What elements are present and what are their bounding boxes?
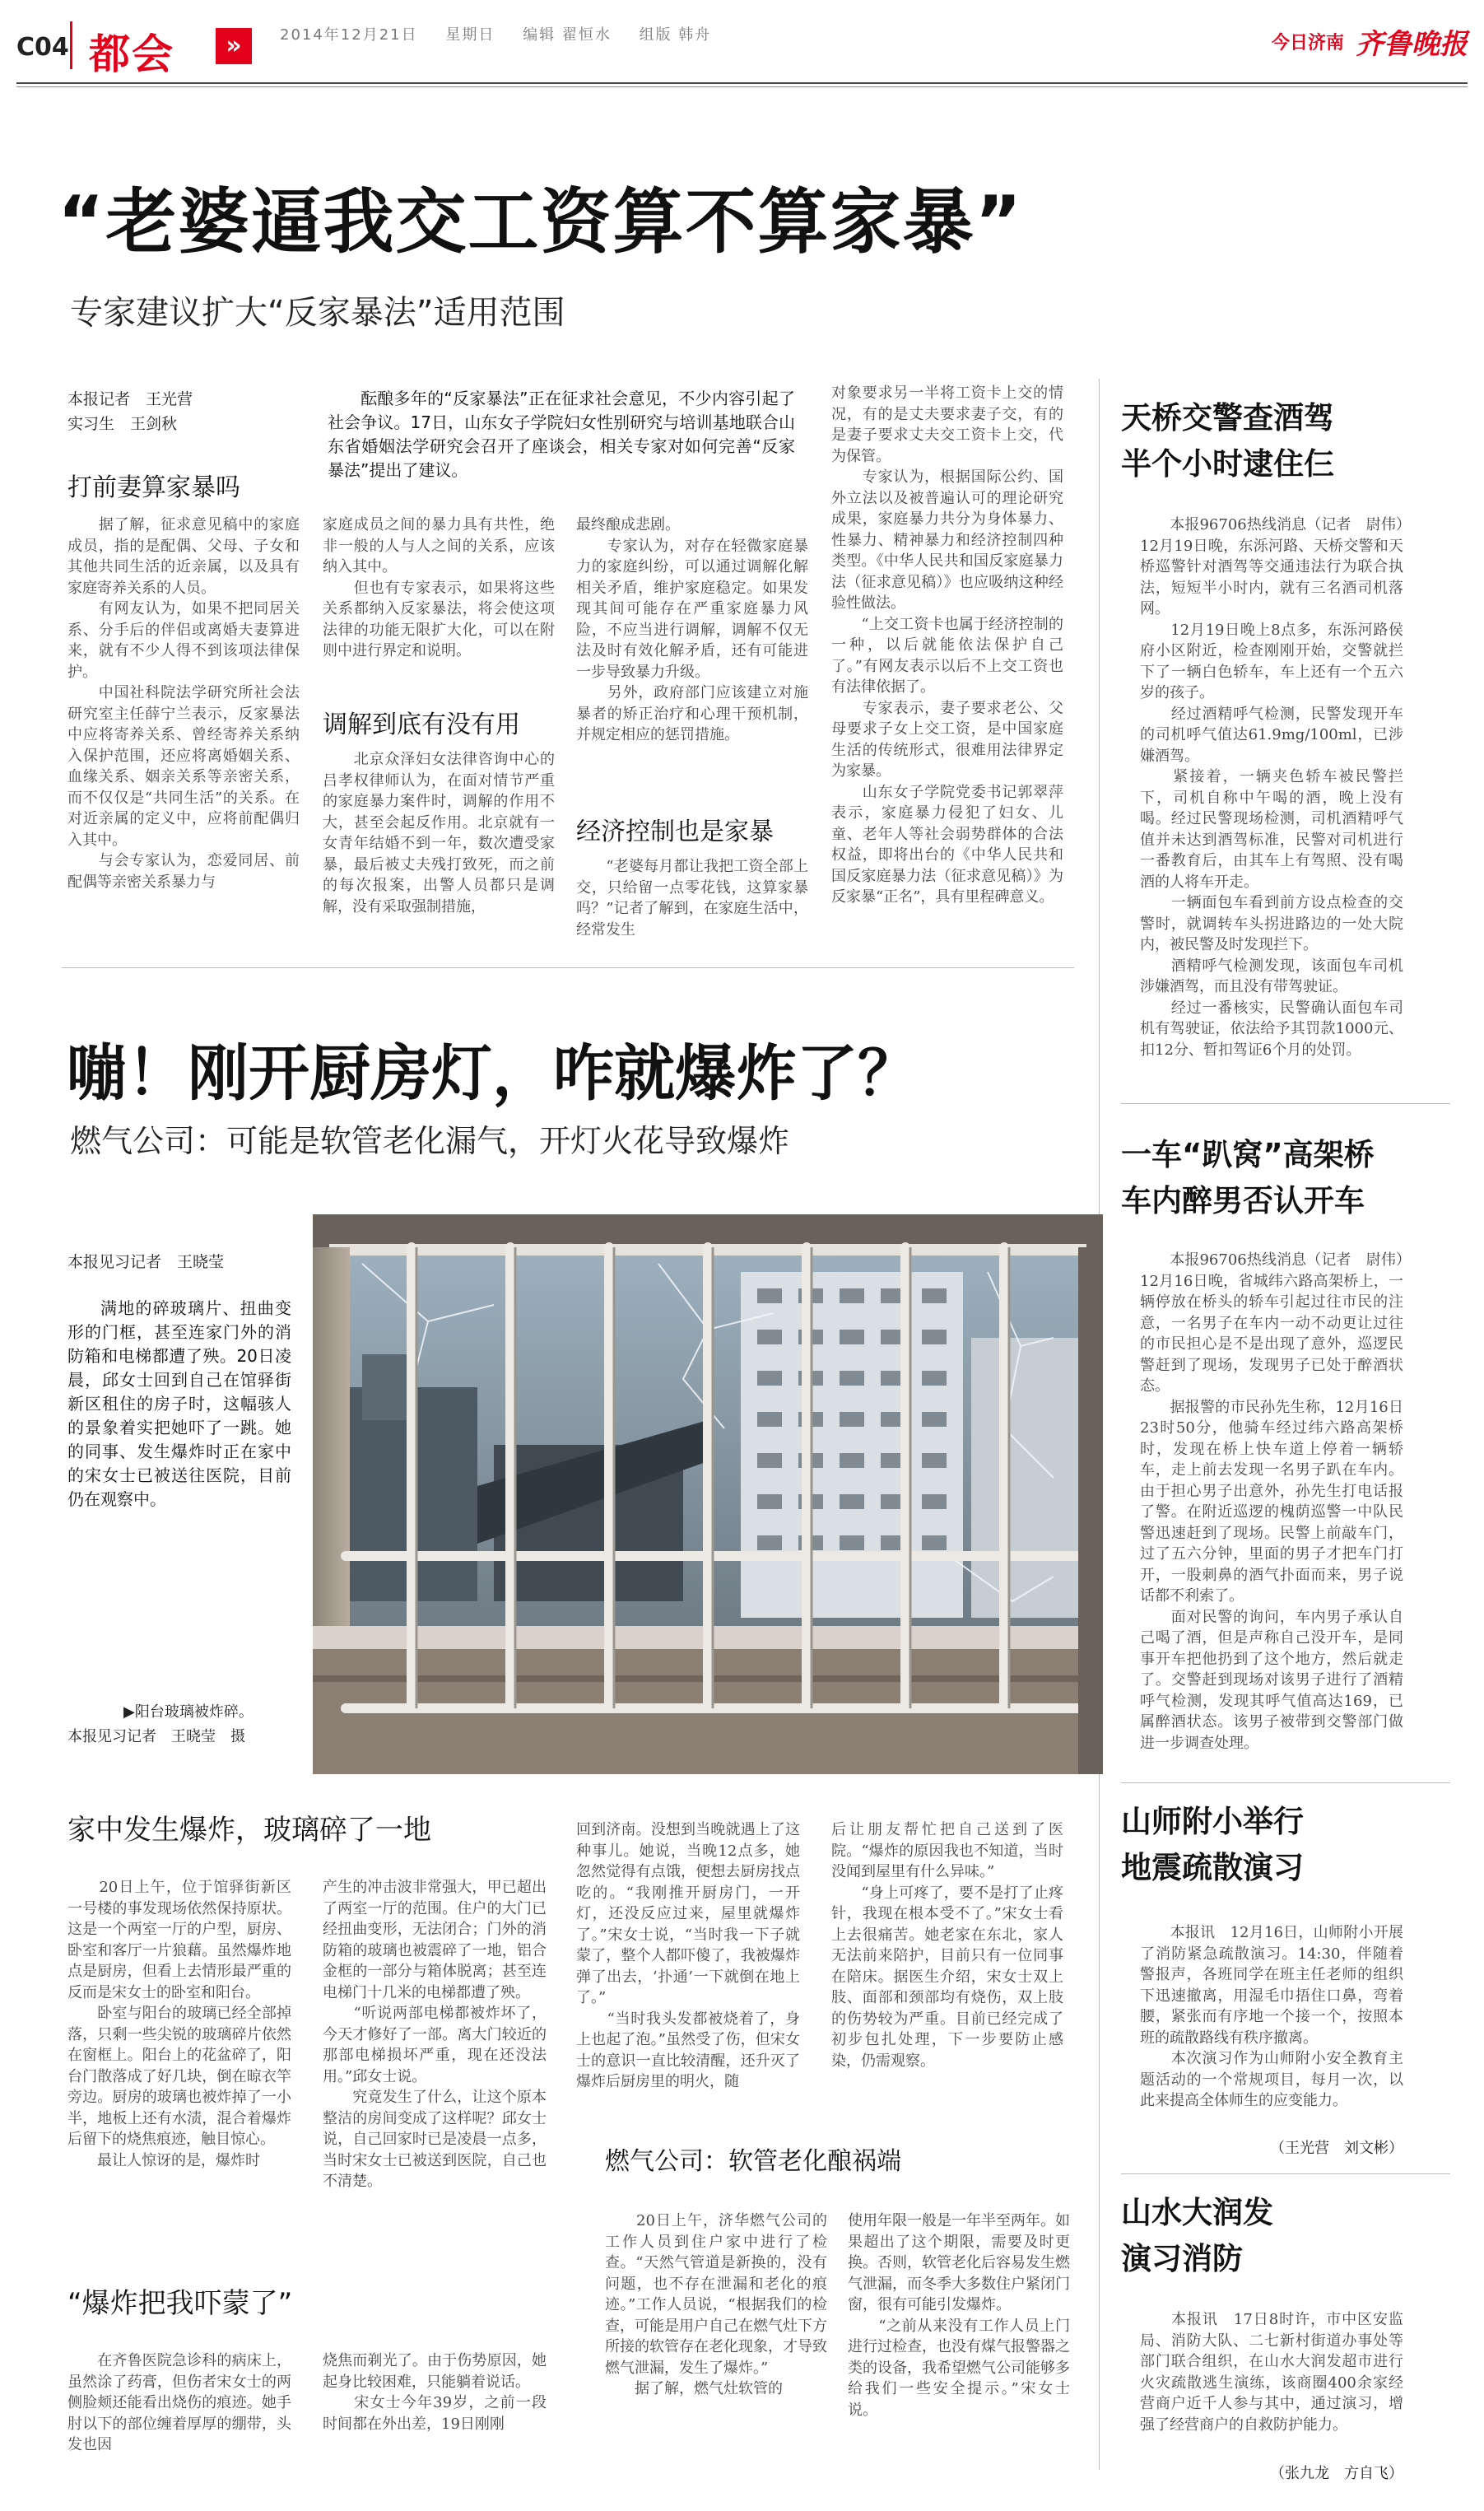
lead-headline: “老婆逼我交工资算不算家暴”	[58, 181, 1024, 263]
brief-divider-2	[1121, 1782, 1450, 1783]
balcony-photo	[313, 1214, 1103, 1774]
brief-3-title-line-2: 地震疏散演习	[1121, 1850, 1304, 1885]
brief-4-credit: （张九龙 方自飞）	[1270, 2465, 1403, 2482]
lead-byline-reporter: 本报记者 王光营	[67, 390, 193, 408]
brief-3-credit: （王光营 刘文彬）	[1270, 2140, 1403, 2157]
brief-1-title-line-2: 半个小时逮住仨	[1121, 446, 1334, 482]
story2-col-2: 产生的冲击波非常强大，甲已超出了两室一厅的范围。住户的大门已经扭曲变形，无法闭合；门外的消防箱的玻璃也被震碎了一地，铝合金框的一部分与箱体脱离；甚至连电梯门十几米的电梯都遭了殃。 “听说两部电梯都被炸坏了，今天才修好了一部。离大门较近的那部电梯损坏严重，现在还没法用。”邱女士说。 究竟发生了什么，让这个原本整洁的房间变成了这样呢？邱女士说，自己回家时已是凌晨一点多，当时宋女士已被送到医院，自己也不清楚。	[323, 1879, 547, 2190]
paper-logo: 齐鲁晚报	[1356, 28, 1468, 61]
brief-2-body: 本报96706热线消息（记者 尉伟） 12月16日晚，省城纬六路高架桥上，一辆停放在桥头的轿车引起过往市民的注意，一名男子在车内一动不动更让过往的市民担心是不是出现了意外，巡逻民警赶到了现场，发现男子已处于醉酒状态。 据报警的市民孙先生称，12月16日23时50分，他骑车经过纬六路高架桥时，发现在桥上快车道上停着一辆轿车，走上前去发现一名男子趴在车内。由于担心男子出意外，孙先生打电话报了警。在附近巡逻的槐荫巡警一中队民警迅速赶到了现场。民警上前敲车门，过了五六分钟，里面的男子才把车门打开，一股刺鼻的酒气扑面而来，男子说话都不利索了。 面对民警的询问，车内男子承认自己喝了酒，但是声称自己没开车，是同事开车把他扔到了这个地方，然后就走了。交警赶到现场对该男子进行了酒精呼气检测，发现其呼气值高达169，已属醉酒状态。该男子被带到交警部门做进一步调查处理。	[1140, 1251, 1403, 1752]
lead-col-4: 对象要求另一半将工资卡上交的情况，有的是丈夫要求妻子交，有的是妻子要求丈夫交工资卡上交，代为保管。 专家认为，根据国际公约、国外立法以及被普遍认可的理论研究成果，家庭暴力共分为身体暴力、性暴力、精神暴力和经济控制四种类型。《中华人民共和国反家庭暴力法（征求意见稿）》也应吸纳这种经验性做法。 “上交工资卡也属于经济控制的一种，以后就能依法保护自己了。”有网友表示以后不上交工资也有法律依据了。 专家表示，妻子要求老公、父母要求子女上交工资，是中国家庭生活的传统形式，很难用法律界定为家暴。 山东女子学院党委书记郭翠萍表示，家庭暴力侵犯了妇女、儿童、老年人等社会弱势群体的合法权益，即将出台的《中华人民共和国反家庭暴力法（征求意见稿）》为反家暴“正名”，具有里程碑意义。	[831, 384, 1063, 906]
story2-col-4b: 使用年限一般是一年半至两年。如果超出了这个期限，需要及时更换。否则，软管老化后容易发生燃气泄漏，而冬季大多数住户紧闭门窗，很有可能引发爆炸。 “之前从来没有工作人员上门进行过检查，也没有煤气报警器之类的设备，我希望燃气公司能够多给我们一些安全提示。”宋女士说。	[848, 2212, 1070, 2419]
section-arrow-icon: »	[216, 28, 252, 64]
page-number: C04	[16, 33, 69, 62]
editor-credit: 编辑 翟恒水	[523, 26, 612, 44]
story2-byline: 本报见习记者 王晓莹	[67, 1253, 225, 1271]
story2-subhead-3: 燃气公司：软管老化酿祸端	[605, 2147, 901, 2176]
story2-col-4: 后让朋友帮忙把自己送到了医院。“爆炸的原因我也不知道，当时没闻到屋里有什么异味。” “身上可疼了，要不是打了止疼针，我现在根本受不了。”宋女士看上去很痛苦。她老家在东北，家人无法前来陪护，目前只有一位同事在陪床。据医生介绍，宋女士双上肢、面部和颈部均有烧伤，双上肢的伤势较为严重。目前已经完成了初步包扎处理，下一步要防止感染，仍需观察。	[831, 1821, 1063, 2070]
today-label: 今日济南	[1271, 33, 1344, 54]
photo-caption: ▶阳台玻璃被炸碎。	[123, 1703, 254, 1721]
brief-3-title-line-1: 山师附小举行	[1121, 1804, 1304, 1839]
photo-credit: 本报见习记者 王晓莹 摄	[67, 1728, 245, 1745]
paper-brand	[1272, 21, 1468, 62]
lead-col-3b: “老婆每月都让我把工资全部上交，只给留一点零花钱，这算家暴吗？”记者了解到，在家庭生活中，经常发生	[576, 858, 808, 939]
header-rule	[16, 82, 1468, 84]
brief-divider-3	[1121, 2173, 1450, 2174]
story2-col-3b: 20日上午，济华燃气公司的工作人员到住户家中进行了检查。“天然气管道是新换的，没有问题，也不存在泄漏和老化的痕迹。”工作人员说，“根据我们的检查，可能是用户自己在燃气灶下方所接的软管存在老化现象，才导致燃气泄漏，发生了爆炸。” 据了解，燃气灶软管的	[605, 2212, 827, 2397]
story2-col-1b: 在齐鲁医院急诊科的病床上，虽然涂了药膏，但伤者宋女士的两侧脸颊还能看出烧伤的痕迹。她手肘以下的部位缠着厚厚的绷带，头发也因	[67, 2352, 291, 2453]
brief-2	[1121, 1132, 1450, 1224]
layout-credit: 组版 韩舟	[639, 26, 712, 44]
brief-4	[1121, 2190, 1450, 2282]
issue-date: 2014年12月21日	[280, 26, 418, 44]
brief-2-title-line-1: 一车“趴窝”高架桥	[1121, 1137, 1375, 1172]
story2-subhead-1: 家中发生爆炸，玻璃碎了一地	[67, 1814, 431, 1847]
story-divider	[62, 967, 1074, 968]
balcony-photo-illustration	[313, 1214, 1103, 1774]
brief-1	[1121, 395, 1450, 487]
story2-deck: 燃气公司：可能是软管老化漏气，开灯火花导致爆炸	[70, 1123, 790, 1159]
story2-subhead-2: “爆炸把我吓蒙了”	[67, 2287, 293, 2320]
brief-3	[1121, 1799, 1450, 1891]
issue-weekday: 星期日	[445, 26, 495, 44]
header-rule-thin	[16, 86, 1468, 87]
lead-subhead-3: 经济控制也是家暴	[576, 818, 774, 846]
story2-lead: 满地的碎玻璃片、扭曲变形的门框，甚至连家门外的消防箱和电梯都遭了殃。20日凌晨，邱女士回到自己在馆驿街新区租住的房子时，这幅骇人的景象着实把她吓了一跳。她的同事、发生爆炸时正在家中的宋女士已被送往医院，目前仍在观察中。	[67, 1298, 291, 1509]
header-divider	[70, 21, 72, 69]
lead-byline-intern: 实习生 王剑秋	[67, 415, 178, 433]
brief-3-body: 本报讯 12月16日，山师附小开展了消防紧急疏散演习。14:30，伴随着警报声，各班同学在班主任老师的组织下迅速撤离，用湿毛巾捂住口鼻，弯着腰，紧张而有序地一个接一个，按照本班的疏散路线有秩序撤离。 本次演习作为山师附小安全教育主题活动的一个常规项目，每月一次，以此来提高全体师生的应变能力。	[1140, 1924, 1403, 2109]
lead-deck: 专家建议扩大“反家暴法”适用范围	[70, 294, 565, 332]
brief-4-title-line-2: 演习消防	[1121, 2241, 1243, 2276]
brief-divider-1	[1121, 1103, 1450, 1104]
lead-col-1: 据了解，征求意见稿中的家庭成员，指的是配偶、父母、子女和其他共同生活的近亲属，以及具有家庭寄养关系的人员。 有网友认为，如果不把同居关系、分手后的伴侣或离婚夫妻算进来，就有不少人得不到该项法律保护。 中国社科院法学研究所社会法研究室主任薛宁兰表示，反家暴法中应将寄养关系、曾经寄养关系纳入保护范围，还应将离婚姻关系、血缘关系、姻亲关系等亲密关系，而不仅仅是“共同生活”的关系。在对近亲属的定义中，应将前配偶归入其中。 与会专家认为，恋爱同居、前配偶等亲密关系暴力与	[67, 516, 300, 891]
lead-col-2b: 北京众泽妇女法律咨询中心的吕孝权律师认为，在面对情节严重的家庭暴力案件时，调解的作用不大，甚至会起反作用。北京就有一女青年结婚不到一年，数次遭受家暴，最后被丈夫残打致死，而之前的每次报案，出警人员都只是调解，没有采取强制措施，	[323, 751, 555, 915]
story2-col-3: 回到济南。没想到当晚就遇上了这种事儿。她说，当晚12点多，她忽然觉得有点饿，便想去厨房找点吃的。“我刚推开厨房门，一开灯，还没反应过来，屋里就爆炸了。”宋女士说，“当时我一下子就蒙了，整个人都吓傻了，我被爆炸弹了出去，‘扑通’一下就倒在地上了。” “当时我头发都被烧着了，身上也起了泡。”虽然受了伤，但宋女士的意识一直比较清醒，还升灭了爆炸后厨房里的明火，随	[576, 1821, 800, 2090]
story2-col-1: 20日上午，位于馆驿街新区一号楼的事发现场依然保持原状。这是一个两室一厅的户型，厨房、卧室和客厅一片狼藉。虽然爆炸地点是厨房，但看上去情形最严重的反而是宋女士的卧室和阳台。 卧室与阳台的玻璃已经全部掉落，只剩一些尖锐的玻璃碎片依然在窗框上。阳台上的花盆碎了，阳台门散落成了好几块，倒在晾衣竿旁边。厨房的玻璃也被炸掉了一小半，地板上还有水渍，混合着爆炸后留下的烧焦痕迹，触目惊心。 最让人惊讶的是，爆炸时	[67, 1879, 291, 2169]
brief-4-body: 本报讯 17日8时许，市中区安监局、消防大队、二七新村街道办事处等部门联合组织，在山水大润发超市进行火灾疏散逃生演练，该商圈400余家经营商户近千人参与其中，通过演习，增强了经营商户的自救防护能力。	[1140, 2311, 1403, 2434]
lead-subhead-2: 调解到底有没有用	[323, 710, 520, 739]
lead-byline	[67, 387, 314, 436]
lead-col-2: 家庭成员之间的暴力具有共性，绝非一般的人与人之间的关系，应该纳入其中。 但也有专家表示，如果将这些关系都纳入反家暴法，将会使这项法律的功能无限扩大化，可以在附则中进行界定和说明。	[323, 516, 555, 659]
brief-2-title-line-2: 车内醉男否认开车	[1121, 1183, 1365, 1218]
story2-col-2b: 烧焦而剃光了。由于伤势原因，她起身比较困难，只能躺着说话。 宋女士今年39岁，之前一段时间都在外出差，19日刚刚	[323, 2352, 547, 2433]
lead-col-3: 最终酿成悲剧。 专家认为，对存在轻微家庭暴力的家庭纠纷，可以通过调解化解相关矛盾，维护家庭稳定。如果发现其间可能存在严重家庭暴力风险，不应当进行调解，调解不仅无法及时有效化解矛盾，还有可能进一步导致暴力升级。 另外，政府部门应该建立对施暴者的矫正治疗和心理干预机制，并规定相应的惩罚措施。	[576, 516, 808, 743]
issue-meta	[280, 23, 733, 44]
brief-1-title-line-1: 天桥交警查酒驾	[1121, 400, 1334, 436]
lead-subhead-1: 打前妻算家暴吗	[67, 473, 240, 502]
brief-4-title-line-1: 山水大润发	[1121, 2195, 1273, 2230]
section-name: 都会	[89, 30, 174, 78]
lead-intro: 酝酿多年的“反家暴法”正在征求社会意见，不少内容引起了社会争议。17日，山东女子学院妇女性别研究与培训基地联合山东省婚姻法学研究会召开了座谈会，相关专家对如何完善“反家暴法”提出了建议。	[328, 389, 795, 480]
story2-headline: 嘣！刚开厨房灯，咋就爆炸了？	[66, 1038, 919, 1109]
brief-1-body: 本报96706热线消息（记者 尉伟） 12月19日晚，东泺河路、天桥交警和天桥巡警针对酒驾等交通违法行为联合执法，短短半小时内，就有三名酒司机落网。 12月19日晚上8点多，东泺河路侯府小区附近，检查刚刚开始，交警就拦下了一辆白色轿车，车上还有一个五六岁的孩子。 经过酒精呼气检测，民警发现开车的司机呼气值达61.9mg/100ml，已涉嫌酒驾。 紧接着，一辆夹色轿车被民警拦下，司机自称中午喝的酒，晚上没有喝。经过民警现场检测，司机酒精呼气值并未达到酒驾标准，民警对司机进行一番教育后，由其车上有驾照、没有喝酒的人将车开走。 一辆面包车看到前方设点检查的交警时，就调转车头拐进路边的一处大院内，被民警及时发现拦下。 酒精呼气检测发现，该面包车司机涉嫌酒驾，而且没有带驾驶证。 经过一番核实，民警确认面包车司机有驾驶证，依法给予其罚款1000元、扣12分、暂扣驾证6个月的处罚。	[1140, 516, 1403, 1059]
